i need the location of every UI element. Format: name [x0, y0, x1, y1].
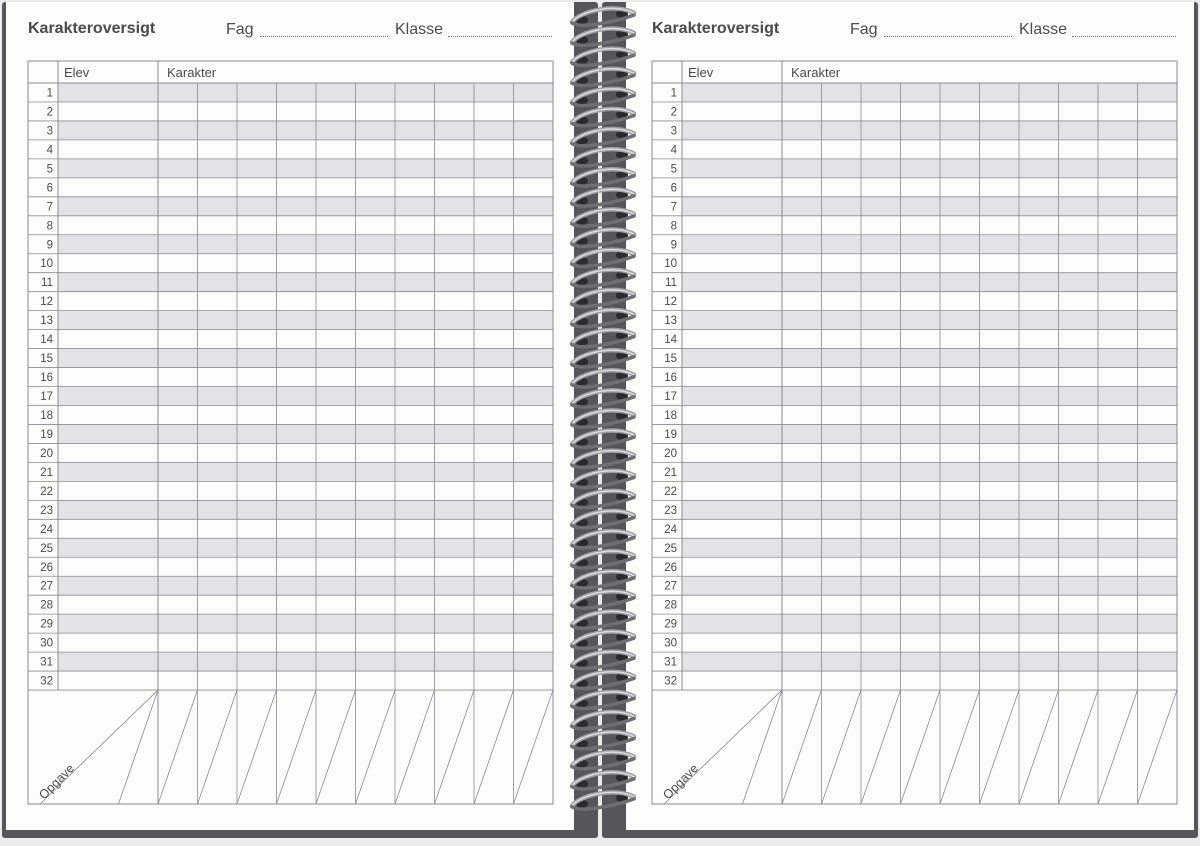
row-number: 2 — [46, 106, 53, 119]
spiral-ring — [572, 591, 634, 608]
row-number: 22 — [664, 485, 677, 498]
spiral-ring — [572, 350, 634, 367]
row-shade — [682, 614, 1177, 633]
spiral-ring — [572, 169, 634, 186]
spiral-ring — [572, 29, 634, 46]
row-number: 30 — [40, 637, 53, 650]
spiral-ring — [572, 370, 634, 387]
row-shade — [58, 349, 553, 368]
row-shade — [58, 424, 553, 443]
row-number: 28 — [40, 599, 53, 612]
row-number: 1 — [46, 87, 53, 100]
row-shade — [682, 159, 1177, 178]
row-number: 27 — [664, 580, 677, 593]
opgave-label: Opgave — [660, 761, 702, 803]
row-number: 19 — [40, 428, 53, 441]
row-number: 21 — [664, 466, 677, 479]
spiral-ring — [572, 69, 634, 86]
spiral-ring — [572, 149, 634, 166]
row-number: 9 — [670, 239, 677, 252]
opgave-label: Opgave — [36, 761, 78, 803]
spiral-ring — [572, 129, 634, 146]
row-number: 3 — [670, 125, 677, 138]
row-number: 17 — [664, 391, 677, 404]
row-shade — [682, 538, 1177, 557]
spiral-ring — [572, 672, 634, 689]
row-shade — [58, 614, 553, 633]
spiral-ring — [572, 712, 634, 729]
row-shade — [58, 462, 553, 481]
row-number: 23 — [664, 504, 677, 517]
row-number: 8 — [46, 220, 53, 233]
row-shade — [58, 387, 553, 406]
row-shade — [58, 652, 553, 671]
page-left — [6, 2, 574, 830]
row-shade — [682, 576, 1177, 595]
row-shade — [58, 121, 553, 140]
spiral-ring — [572, 491, 634, 508]
spiral-ring — [572, 390, 634, 407]
page-right — [626, 2, 1194, 830]
row-shade — [58, 576, 553, 595]
row-shade — [682, 311, 1177, 330]
klasse-label: Klasse — [395, 21, 444, 38]
row-number: 25 — [40, 542, 53, 555]
spiral-ring — [572, 431, 634, 448]
page-title: Karakteroversigt — [28, 20, 156, 37]
spiral-ring — [572, 310, 634, 327]
row-number: 26 — [664, 561, 677, 574]
row-shade — [58, 538, 553, 557]
row-number: 12 — [40, 296, 53, 309]
row-number: 7 — [46, 201, 53, 214]
spiral-ring — [572, 209, 634, 226]
grade-table — [6, 2, 574, 830]
spiral-ring — [572, 652, 634, 669]
row-shade — [58, 83, 553, 102]
row-number: 11 — [41, 277, 53, 290]
row-number: 8 — [670, 220, 677, 233]
row-number: 10 — [40, 258, 53, 271]
row-number: 5 — [670, 163, 677, 176]
row-shade — [682, 121, 1177, 140]
spiral-binding — [560, 0, 644, 846]
karakter-column-header: Karakter — [167, 65, 217, 80]
spiral-ring — [572, 732, 634, 749]
row-shade — [58, 235, 553, 254]
row-shade — [58, 273, 553, 292]
spiral-ring — [572, 511, 634, 528]
fag-label: Fag — [226, 21, 254, 38]
spiral-ring — [572, 230, 634, 247]
spiral-ring — [572, 89, 634, 106]
row-shade — [682, 500, 1177, 519]
klasse-label: Klasse — [1019, 21, 1068, 38]
row-number: 14 — [664, 334, 677, 347]
row-shade — [58, 159, 553, 178]
row-number: 14 — [40, 334, 53, 347]
row-number: 13 — [664, 315, 677, 328]
row-number: 28 — [664, 599, 677, 612]
row-number: 32 — [40, 675, 53, 688]
page-title: Karakteroversigt — [652, 20, 780, 37]
row-number: 7 — [670, 201, 677, 214]
row-number: 10 — [664, 258, 677, 271]
row-shade — [682, 83, 1177, 102]
spiral-ring — [572, 551, 634, 568]
spiral-ring — [572, 752, 634, 769]
row-number: 3 — [46, 125, 53, 138]
row-number: 9 — [46, 239, 53, 252]
spiral-ring — [572, 8, 634, 25]
row-shade — [682, 652, 1177, 671]
spiral-ring — [572, 571, 634, 588]
row-shade — [682, 387, 1177, 406]
row-number: 23 — [40, 504, 53, 517]
spiral-ring — [572, 531, 634, 548]
row-shade — [682, 273, 1177, 292]
row-number: 31 — [40, 656, 53, 669]
row-shade — [682, 235, 1177, 254]
row-number: 18 — [664, 409, 677, 422]
row-number: 1 — [670, 87, 677, 100]
fag-label: Fag — [850, 21, 878, 38]
spiral-ring — [572, 49, 634, 66]
spiral-ring — [572, 250, 634, 267]
karakter-column-header: Karakter — [791, 65, 841, 80]
elev-column-header: Elev — [64, 65, 90, 80]
row-shade — [682, 197, 1177, 216]
row-number: 20 — [40, 447, 53, 460]
grade-table — [626, 2, 1194, 830]
row-number: 15 — [664, 353, 677, 366]
row-number: 27 — [40, 580, 53, 593]
row-number: 6 — [670, 182, 677, 195]
row-number: 13 — [40, 315, 53, 328]
spiral-ring — [572, 109, 634, 126]
row-number: 29 — [40, 618, 53, 631]
row-shade — [682, 462, 1177, 481]
spiral-ring — [572, 410, 634, 427]
row-number: 20 — [664, 447, 677, 460]
row-number: 16 — [40, 372, 53, 385]
row-shade — [58, 197, 553, 216]
row-number: 18 — [40, 409, 53, 422]
spiral-ring — [572, 632, 634, 649]
spiral-ring — [572, 270, 634, 287]
spiral-ring — [572, 792, 634, 809]
row-number: 24 — [40, 523, 53, 536]
row-shade — [58, 311, 553, 330]
row-number: 29 — [664, 618, 677, 631]
row-number: 16 — [664, 372, 677, 385]
row-shade — [682, 349, 1177, 368]
spiral-ring — [572, 692, 634, 709]
spiral-ring — [572, 471, 634, 488]
row-number: 4 — [46, 144, 53, 157]
spiral-ring — [572, 330, 634, 347]
row-number: 25 — [664, 542, 677, 555]
spiral-ring — [572, 611, 634, 628]
row-number: 6 — [46, 182, 53, 195]
row-number: 5 — [46, 163, 53, 176]
row-number: 11 — [665, 277, 677, 290]
row-shade — [58, 500, 553, 519]
row-number: 17 — [40, 391, 53, 404]
spiral-ring — [572, 772, 634, 789]
spiral-ring — [572, 290, 634, 307]
elev-column-header: Elev — [688, 65, 714, 80]
row-number: 12 — [664, 296, 677, 309]
row-number: 19 — [664, 428, 677, 441]
row-shade — [682, 424, 1177, 443]
row-number: 30 — [664, 637, 677, 650]
row-number: 22 — [40, 485, 53, 498]
row-number: 24 — [664, 523, 677, 536]
row-number: 32 — [664, 675, 677, 688]
row-number: 15 — [40, 353, 53, 366]
spiral-ring — [572, 189, 634, 206]
row-number: 31 — [664, 656, 677, 669]
row-number: 2 — [670, 106, 677, 119]
row-number: 4 — [670, 144, 677, 157]
row-number: 26 — [40, 561, 53, 574]
spiral-ring — [572, 451, 634, 468]
row-number: 21 — [40, 466, 53, 479]
